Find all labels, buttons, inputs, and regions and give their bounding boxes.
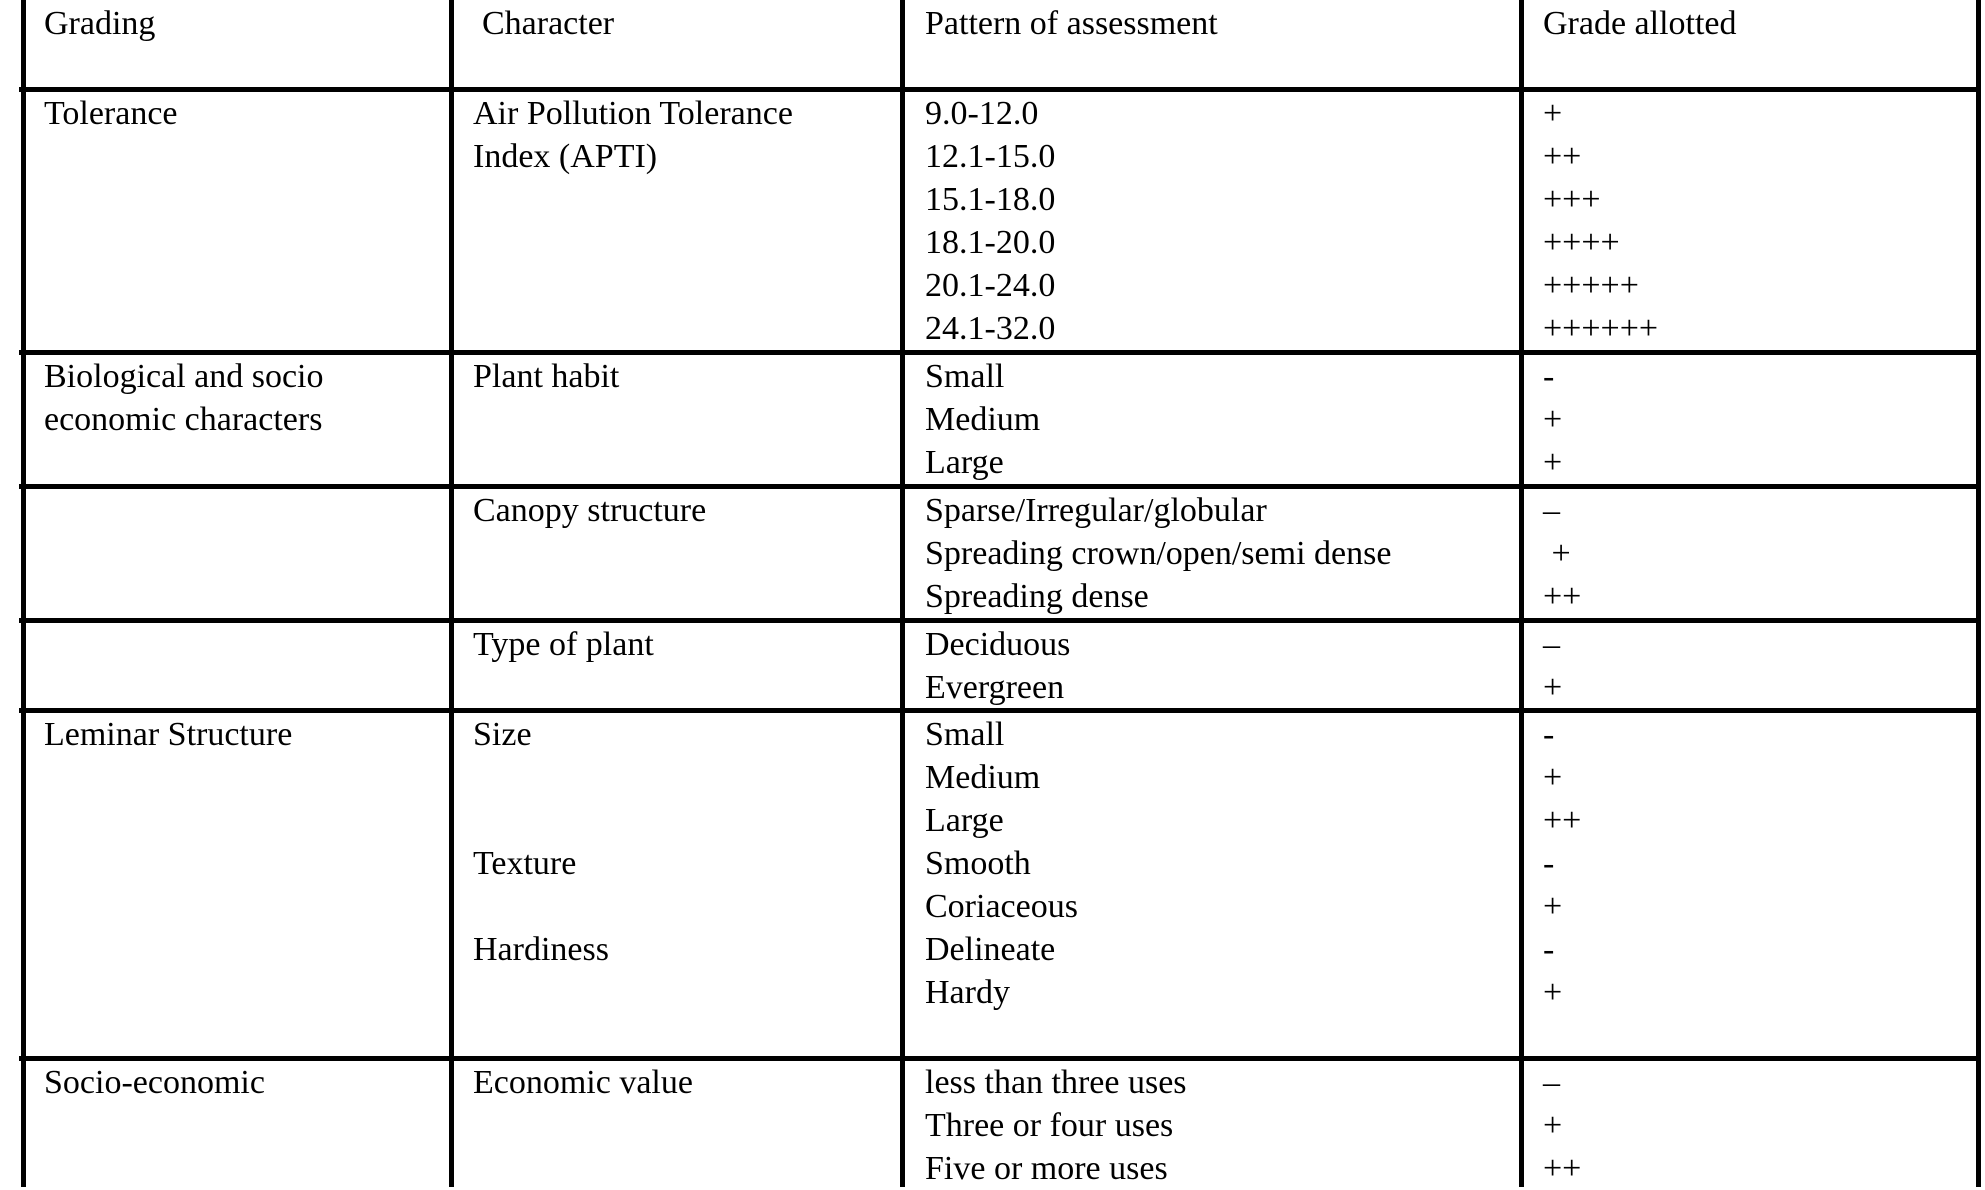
header-grading: Grading bbox=[44, 5, 156, 42]
pattern-text: Small bbox=[925, 358, 1005, 395]
pattern-text: Delineate bbox=[925, 931, 1056, 968]
grade-text: - bbox=[1543, 845, 1555, 882]
pattern-cell bbox=[925, 623, 1070, 709]
pattern-cell bbox=[925, 713, 1078, 1014]
grading-text: Socio-economic bbox=[44, 1064, 265, 1101]
grade-text: ++ bbox=[1543, 1150, 1582, 1187]
grading-text: economic characters bbox=[44, 401, 323, 438]
grade-text: + bbox=[1543, 669, 1563, 706]
pattern-text: Coriaceous bbox=[925, 888, 1078, 925]
character-text: Economic value bbox=[473, 1064, 693, 1101]
column-border bbox=[449, 0, 454, 1187]
pattern-text: Large bbox=[925, 444, 1004, 481]
column-border bbox=[1519, 0, 1524, 1187]
character-cell bbox=[473, 713, 609, 971]
grade-cell bbox=[1543, 623, 1562, 709]
grade-text: +++ bbox=[1543, 181, 1601, 218]
grade-text: - bbox=[1543, 931, 1555, 968]
grade-text: – bbox=[1543, 626, 1560, 663]
character-cell bbox=[473, 489, 706, 532]
pattern-text: Medium bbox=[925, 759, 1041, 796]
grade-text: + bbox=[1543, 535, 1571, 572]
pattern-text: Large bbox=[925, 802, 1004, 839]
grade-cell bbox=[1543, 713, 1581, 1014]
pattern-text: Smooth bbox=[925, 845, 1031, 882]
grading-cell bbox=[44, 713, 292, 756]
grade-text: +++++ bbox=[1543, 267, 1639, 304]
column-border bbox=[900, 0, 905, 1187]
grade-text: - bbox=[1543, 358, 1555, 395]
character-text: Air Pollution Tolerance bbox=[473, 95, 793, 132]
grade-text: + bbox=[1543, 1107, 1563, 1144]
pattern-text: Three or four uses bbox=[925, 1107, 1174, 1144]
pattern-text: 15.1-18.0 bbox=[925, 181, 1056, 218]
grading-cell bbox=[44, 1061, 265, 1104]
grade-text: ++ bbox=[1543, 802, 1582, 839]
column-border bbox=[21, 0, 26, 1187]
grade-cell bbox=[1543, 489, 1581, 618]
character-cell bbox=[473, 355, 619, 398]
grade-text: ++++ bbox=[1543, 224, 1620, 261]
character-cell bbox=[473, 623, 654, 666]
character-text: Size bbox=[473, 716, 532, 753]
pattern-text: Sparse/Irregular/globular bbox=[925, 492, 1267, 529]
character-cell bbox=[473, 1061, 693, 1104]
grade-text: + bbox=[1543, 888, 1563, 925]
grade-text: ++++++ bbox=[1543, 310, 1659, 347]
grading-cell bbox=[44, 92, 178, 135]
pattern-text: 18.1-20.0 bbox=[925, 224, 1056, 261]
header-grade: Grade allotted bbox=[1543, 5, 1737, 42]
pattern-text: 24.1-32.0 bbox=[925, 310, 1056, 347]
grade-text: ++ bbox=[1543, 138, 1582, 175]
grade-text: ++ bbox=[1543, 578, 1582, 615]
header-pattern: Pattern of assessment bbox=[925, 5, 1218, 42]
pattern-cell bbox=[925, 92, 1055, 350]
character-text: Canopy structure bbox=[473, 492, 707, 529]
grading-text: Biological and socio bbox=[44, 358, 324, 395]
grading-text: Tolerance bbox=[44, 95, 178, 132]
pattern-text: Spreading dense bbox=[925, 578, 1149, 615]
character-text: Plant habit bbox=[473, 358, 620, 395]
character-text bbox=[473, 799, 609, 842]
pattern-text: less than three uses bbox=[925, 1064, 1187, 1101]
grading-cell bbox=[44, 355, 324, 441]
pattern-text: 20.1-24.0 bbox=[925, 267, 1056, 304]
pattern-text: 12.1-15.0 bbox=[925, 138, 1056, 175]
character-text: Hardiness bbox=[473, 931, 609, 968]
pattern-cell bbox=[925, 1061, 1187, 1190]
pattern-cell bbox=[925, 355, 1040, 484]
grade-text: + bbox=[1543, 95, 1563, 132]
grade-text: + bbox=[1543, 974, 1563, 1011]
header-character: Character bbox=[482, 5, 615, 42]
pattern-text: Medium bbox=[925, 401, 1041, 438]
pattern-text: Hardy bbox=[925, 974, 1010, 1011]
pattern-text: Five or more uses bbox=[925, 1150, 1168, 1187]
grade-text: – bbox=[1543, 1064, 1560, 1101]
pattern-text: Evergreen bbox=[925, 669, 1065, 706]
character-text: Index (APTI) bbox=[473, 138, 658, 175]
character-text bbox=[473, 756, 609, 799]
grade-text: + bbox=[1543, 759, 1563, 796]
character-text bbox=[473, 885, 609, 928]
pattern-text: Spreading crown/open/semi dense bbox=[925, 535, 1392, 572]
grade-cell bbox=[1543, 92, 1658, 350]
grade-cell bbox=[1543, 1061, 1581, 1190]
grade-cell bbox=[1543, 355, 1562, 484]
pattern-text: Deciduous bbox=[925, 626, 1071, 663]
pattern-cell bbox=[925, 489, 1391, 618]
column-border bbox=[1976, 0, 1981, 1187]
character-cell bbox=[473, 92, 793, 178]
pattern-text: 9.0-12.0 bbox=[925, 95, 1039, 132]
character-text: Texture bbox=[473, 845, 577, 882]
grade-text: + bbox=[1543, 401, 1563, 438]
grading-text: Leminar Structure bbox=[44, 716, 293, 753]
pattern-text: Small bbox=[925, 716, 1005, 753]
grade-text: - bbox=[1543, 716, 1555, 753]
grade-text: + bbox=[1543, 444, 1563, 481]
grade-text: – bbox=[1543, 492, 1560, 529]
character-text: Type of plant bbox=[473, 626, 654, 663]
